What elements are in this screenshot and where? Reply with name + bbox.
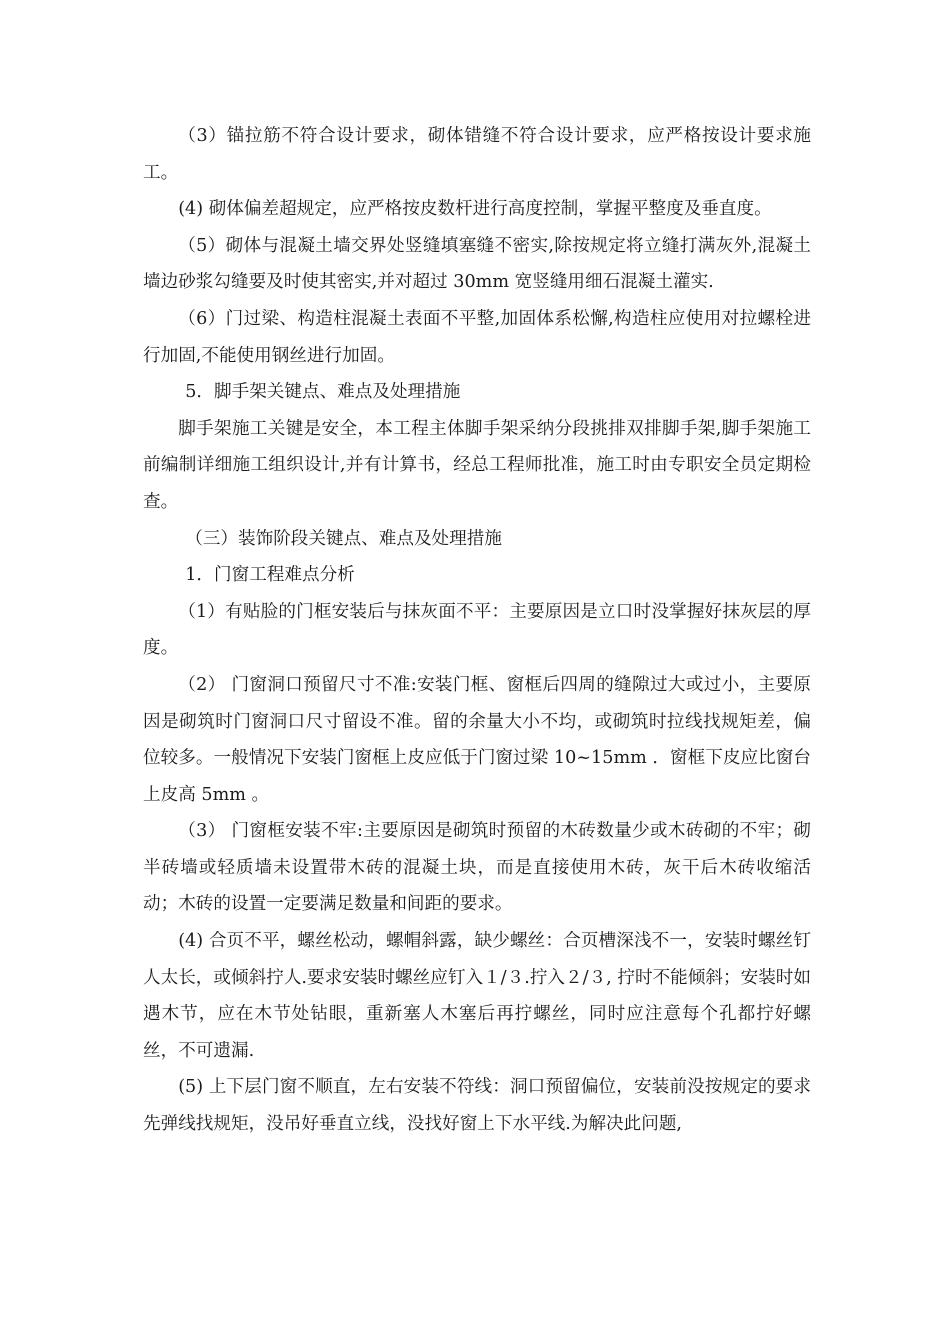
document-body: [143, 118, 811, 1143]
paragraph-door-frame-flush: （1）有贴脸的门框安装后与抹灰面不平：主要原因是立口时没掌握好抹灰层的厚度。: [143, 601, 811, 659]
heading-scaffolding: 5．脚手架关键点、难点及处理措施: [185, 382, 461, 403]
paragraph-scaffolding: 脚手架施工关键是安全，本工程主体脚手架采纳分段挑排双排脚手架,脚手架施工前编制详细施工组织设计,并有计算书，经总工程师批准，施工时由专职安全员定期检查。: [143, 418, 811, 512]
paragraph-hinge: (4) 合页不平，螺丝松动，螺帽斜露，缺少螺丝：合页槽深浅不一，安装时螺丝钉人太长，或倾斜拧人.要求安装时螺丝应钉入１/３.拧入２/３, 拧时不能倾斜；安装时如遇木节，应在木节处钻眼，重新塞人木塞后再拧螺丝，同时应注意每个孔都拧好螺丝，不可遗漏.: [143, 931, 811, 1061]
paragraph-lintel-column: （6）门过梁、构造柱混凝土表面不平整,加固体系松懈,构造柱应使用对拉螺栓进行加固,不能使用钢丝进行加固。: [143, 308, 811, 366]
heading-decoration-stage: （三）装饰阶段关键点、难点及处理措施: [185, 528, 502, 549]
paragraph-vertical-joint: （5）砌体与混凝土墙交界处竖缝填塞缝不密实,除按规定将立缝打满灰外,混凝土墙边砂浆勾缝要及时使其密实,并对超过 30mm 宽竖缝用细石混凝土灌实.: [143, 235, 811, 293]
heading-door-window: 1．门窗工程难点分析: [185, 565, 355, 586]
paragraph-anchor-bar: （3）锚拉筋不符合设计要求，砌体错缝不符合设计要求，应严格按设计要求施工。: [143, 126, 811, 183]
paragraph-masonry-deviation: (4) 砌体偏差超规定，应严格按皮数杆进行高度控制，掌握平整度及垂直度。: [178, 199, 772, 220]
paragraph-alignment: (5) 上下层门窗不顺直，左右安装不符线：洞口预留偏位，安装前没按规定的要求先弹线找规矩，没吊好垂直立线，没找好窗上下水平线.为解决此问题,: [143, 1077, 811, 1135]
paragraph-opening-size: （2） 门窗洞口预留尺寸不准:安装门框、窗框后四周的缝隙过大或过小，主要原因是砌筑时门窗洞口尺寸留设不准。留的余量大小不均，或砌筑时拉线找规矩差，偏位较多。一般情况下安装门窗框上皮应低于门窗过梁 10~15mm ．窗框下皮应比窗台上皮高 5mm 。: [143, 674, 811, 805]
paragraph-frame-loose: （3） 门窗框安装不牢:主要原因是砌筑时预留的木砖数量少或木砖砌的不牢；砌半砖墙或轻质墙未设置带木砖的混凝土块，而是直接使用木砖，灰干后木砖收缩活动；木砖的设置一定要满足数量和间距的要求。: [143, 821, 811, 915]
